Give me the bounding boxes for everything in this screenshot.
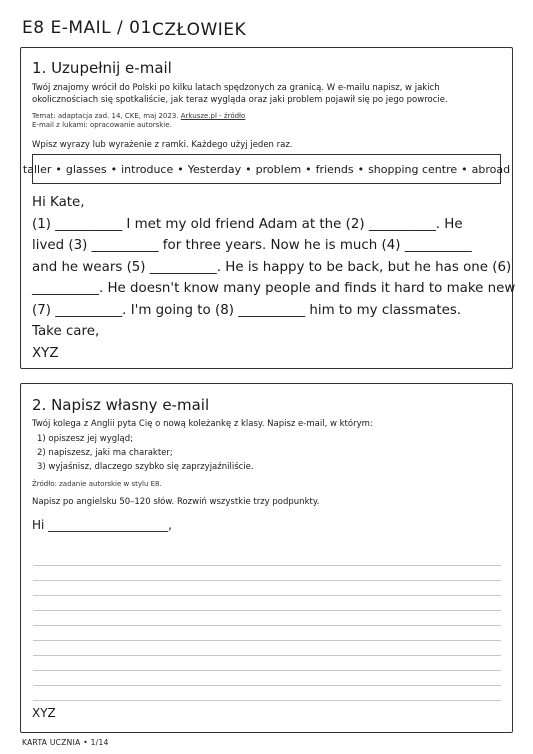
writing-line[interactable] <box>33 596 501 611</box>
exercise-1-situation: Twój znajomy wrócił do Polski po kilku latach spędzonych za granicą. W e-mailu napisz, w jakich okolicznościach się spotkaliście, jak teraz wygląda oraz jaki problem pojawił się po jego powrocie. <box>32 83 448 105</box>
email-line: (1) __________ I met my old friend Adam at the (2) __________. He <box>32 216 463 232</box>
worksheet-topic: CZŁOWIEK <box>152 20 247 40</box>
exercise-2-instruction: Napisz po angielsku 50–120 słów. Rozwiń wszystkie trzy podpunkty. <box>32 497 320 507</box>
task-point: 1) opiszesz jej wygląd; <box>37 434 133 444</box>
writing-line[interactable] <box>33 686 501 701</box>
exercise-1-box <box>20 47 516 369</box>
word-bank <box>22 154 511 184</box>
email-line: Hi Kate, <box>32 195 85 210</box>
word-bank-item: Yesterday <box>187 162 242 176</box>
word-separator: • <box>305 162 312 176</box>
email-line: Take care, <box>32 324 100 339</box>
writing-line[interactable] <box>33 551 501 566</box>
exercise-2-box <box>20 383 513 733</box>
word-bank-item: glasses <box>65 162 107 176</box>
email-line: lived (3) __________ for three years. Now he is much (4) __________ <box>32 238 472 253</box>
email-greeting-field[interactable]: Hi ____________________, <box>32 518 172 532</box>
email-line: __________. He doesn't know many people and finds it hard to make new <box>32 281 516 296</box>
writing-line[interactable] <box>33 656 501 671</box>
exercise-2-task <box>32 418 497 474</box>
writing-line[interactable] <box>33 611 501 626</box>
exercise-2-points <box>32 432 497 474</box>
exercise-2-situation: Twój kolega z Anglii pyta Cię o nową koleżankę z klasy. Napisz e-mail, w którym: <box>32 419 373 429</box>
email-line: (7) __________. I'm going to (8) __________ him to my classmates. <box>32 302 462 318</box>
email-signature: XYZ <box>32 706 56 720</box>
word-bank-item: friends <box>315 162 354 176</box>
exercise-1-instruction: Wpisz wyrazy lub wyrażenie z ramki. Każdego użyj jeden raz. <box>32 140 293 150</box>
email-line: XYZ <box>32 345 59 361</box>
writing-line[interactable] <box>33 641 501 656</box>
writing-line[interactable] <box>33 581 501 596</box>
word-bank-item: taller <box>22 162 52 176</box>
source-link[interactable]: Arkusze.pl - źródło <box>180 112 246 120</box>
worksheet-code: E8 E-MAIL / 01 <box>22 18 152 38</box>
exercise-1-source <box>32 112 497 130</box>
task-point: 2) napiszesz, jaki ma charakter; <box>37 448 173 458</box>
writing-line[interactable] <box>33 626 501 641</box>
word-separator: • <box>110 162 118 176</box>
word-bank-item: introduce <box>121 162 174 176</box>
writing-line[interactable] <box>33 671 501 686</box>
exercise-2-title: 2. Napisz własny e-mail <box>32 396 210 414</box>
exercise-2-source: Źródło: zadanie autorskie w stylu E8. <box>32 480 162 488</box>
word-bank-item: abroad <box>471 162 511 176</box>
writing-line[interactable] <box>33 566 501 581</box>
source-note: E-mail z lukami: opracowanie autorskie. <box>32 121 172 129</box>
page-header <box>22 18 247 40</box>
task-point: 3) wyjaśnisz, dlaczego szybko się zaprzyjaźniliście. <box>37 462 254 472</box>
page-footer: KARTA UCZNIA • 1/14 <box>22 738 109 747</box>
word-separator: • <box>461 162 468 176</box>
word-separator: • <box>55 162 62 176</box>
source-prefix: Temat: adaptacja zad. 14, CKE, maj 2023. <box>32 112 179 120</box>
word-separator: • <box>245 162 252 176</box>
exercise-1-title: 1. Uzupełnij e-mail <box>32 59 172 77</box>
writing-lines[interactable] <box>33 551 501 701</box>
email-line: and he wears (5) __________. He is happy to be back, but he has one (6) <box>32 259 512 275</box>
email-with-gaps <box>32 192 516 364</box>
word-separator: • <box>177 162 184 176</box>
word-bank-item: problem <box>255 162 302 176</box>
word-separator: • <box>357 162 365 176</box>
word-bank-item: shopping centre <box>368 162 458 176</box>
